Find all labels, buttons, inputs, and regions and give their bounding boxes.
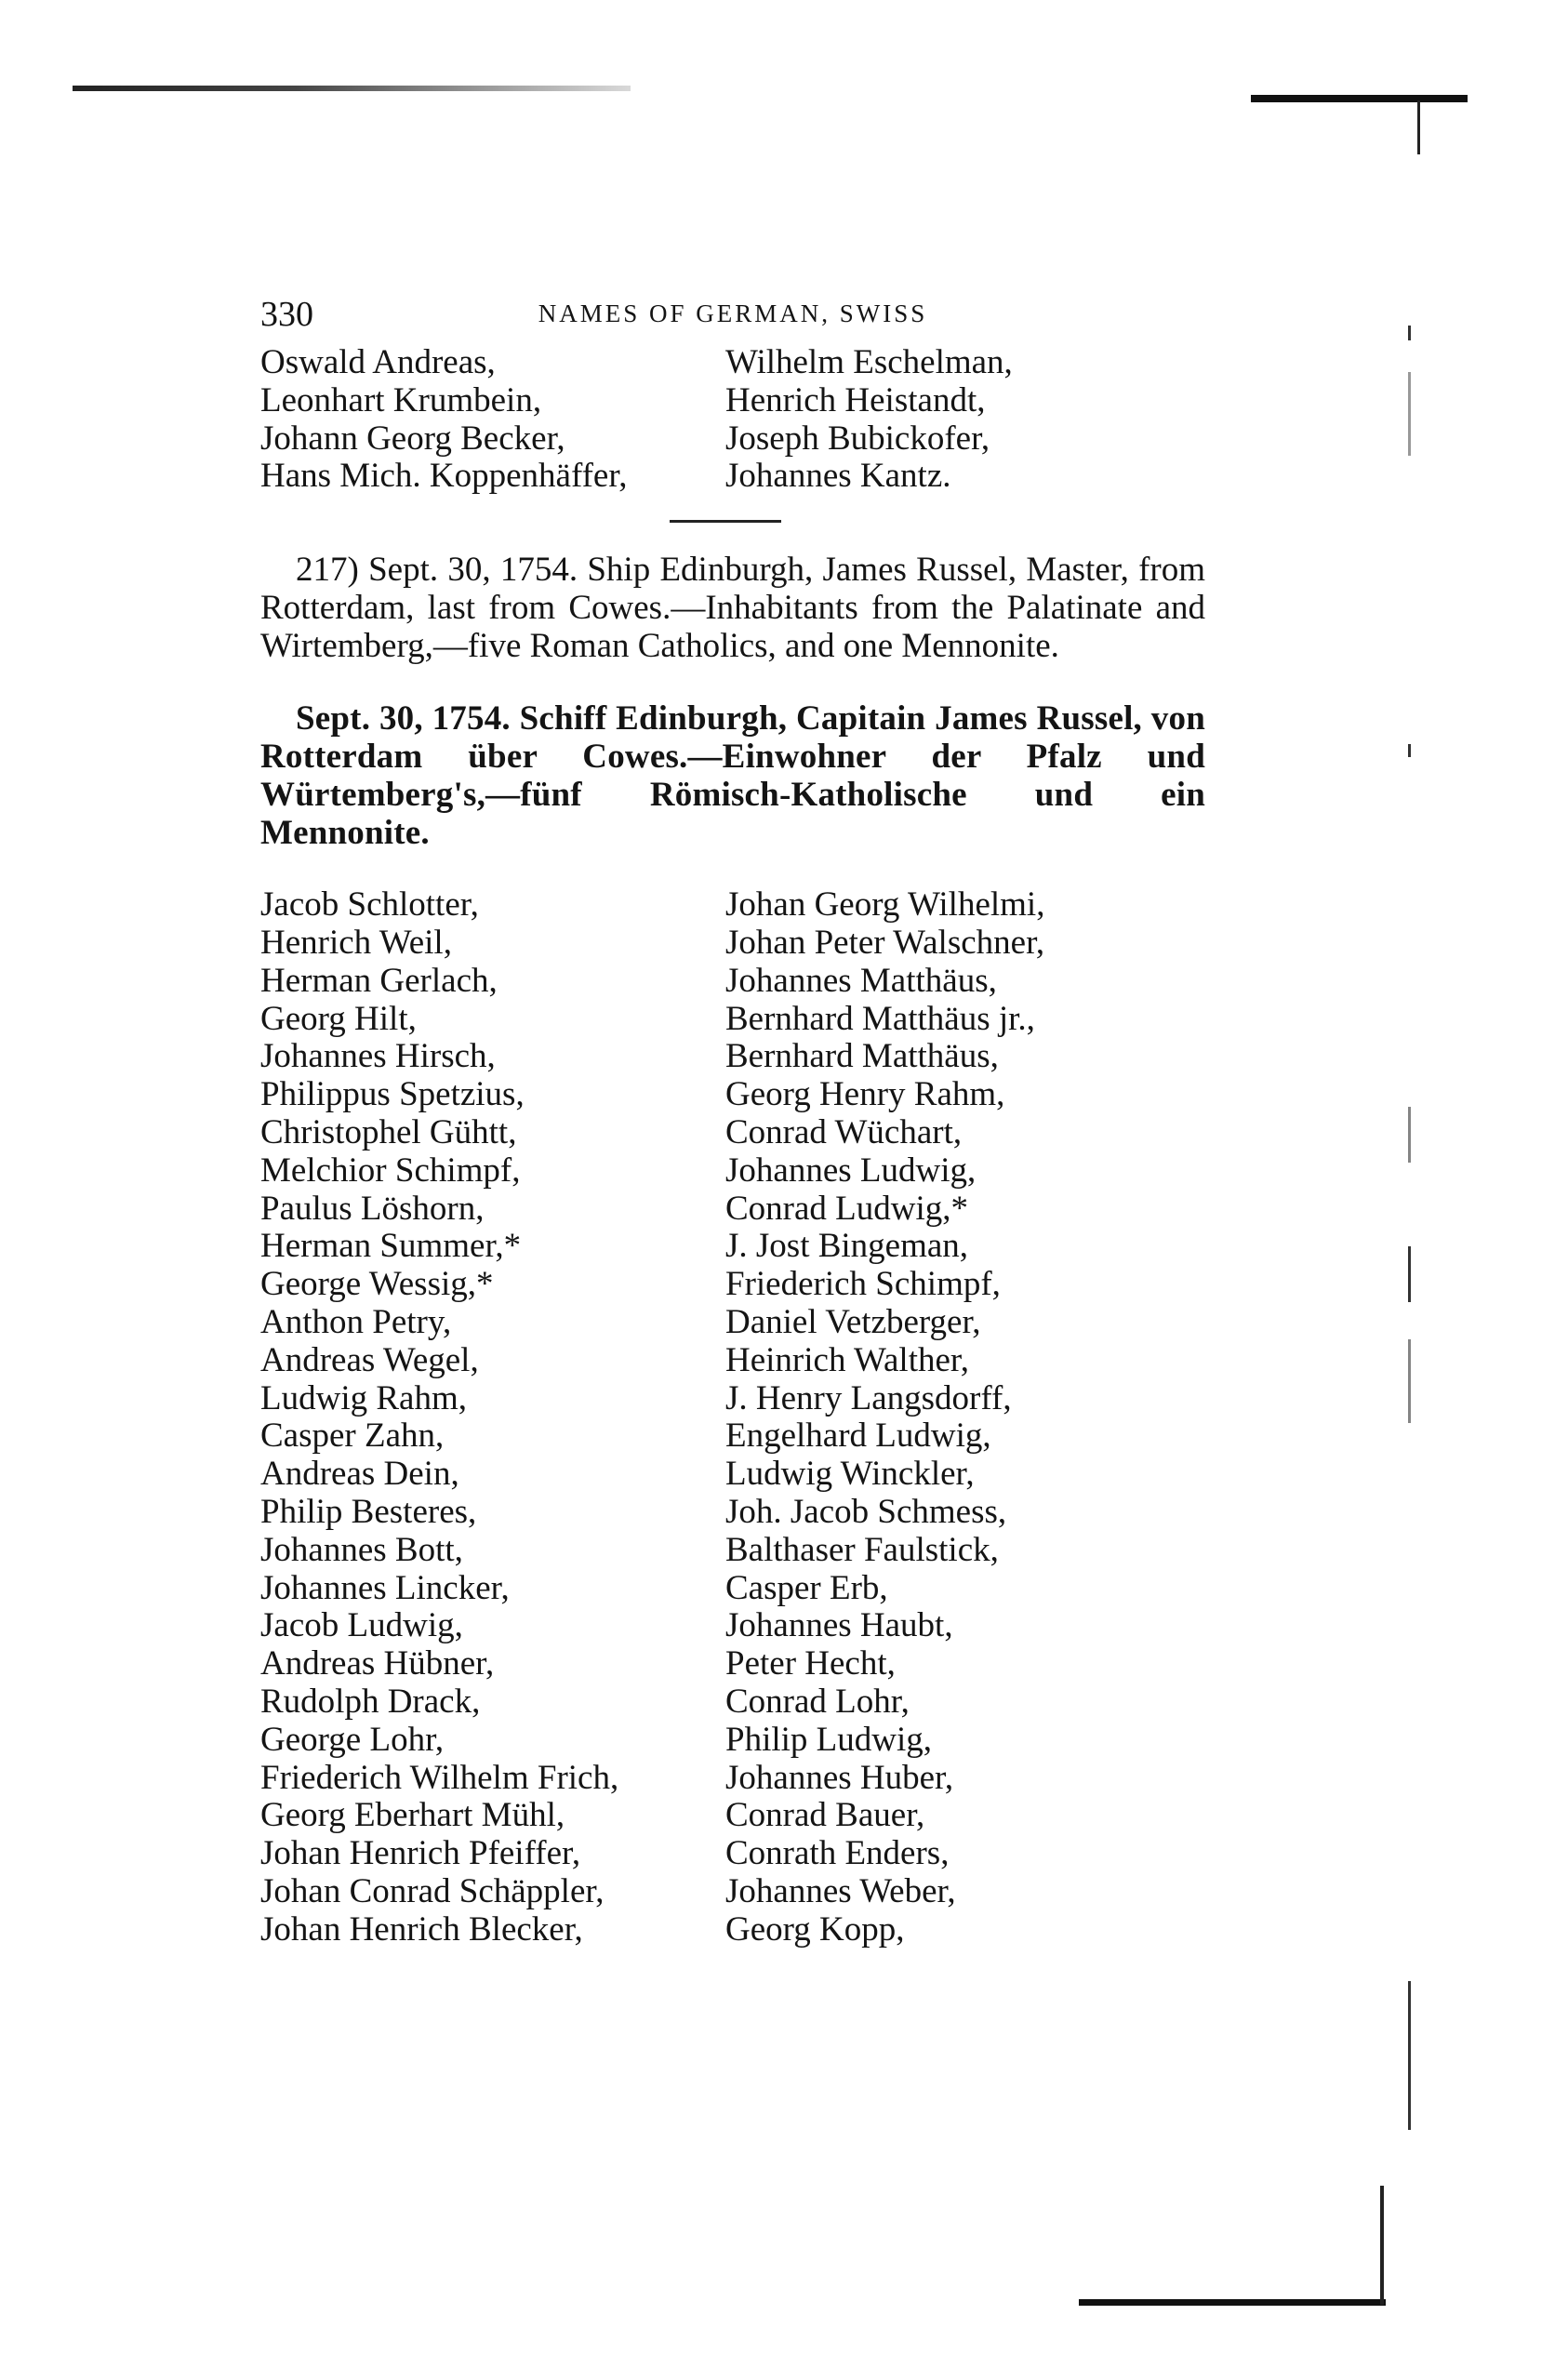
passenger-name: Georg Henry Rahm,	[725, 1075, 1005, 1114]
scan-edge-mark	[1251, 95, 1468, 102]
scan-edge-mark	[1408, 1981, 1411, 2130]
scan-edge-mark	[1417, 100, 1420, 154]
passenger-name: Heinrich Walther,	[725, 1340, 969, 1379]
passenger-name: Friederich Wilhelm Frich,	[260, 1758, 619, 1797]
passenger-name: J. Jost Bingeman,	[725, 1227, 969, 1266]
passenger-name: Philip Besteres,	[260, 1492, 477, 1531]
passenger-name: Wilhelm Eschelman,	[725, 343, 1013, 381]
scan-edge-mark	[1408, 744, 1411, 757]
section-divider	[670, 520, 781, 523]
passenger-name: Jacob Ludwig,	[260, 1606, 463, 1645]
passenger-name: Johannes Kantz.	[725, 457, 951, 496]
passenger-name: Paulus Löshorn,	[260, 1189, 485, 1228]
running-title: NAMES OF GERMAN, SWISS	[538, 299, 928, 327]
passenger-name: Oswald Andreas,	[260, 343, 496, 381]
passenger-name: Georg Kopp,	[725, 1909, 905, 1949]
book-page	[260, 279, 1205, 1949]
passenger-name: Balthaser Faulstick,	[725, 1530, 999, 1569]
passenger-name: Johann Georg Becker,	[260, 419, 565, 458]
passenger-name: Andreas Hübner,	[260, 1644, 495, 1683]
entry-description-english: 217) Sept. 30, 1754. Ship Edinburgh, James Russel, Master, from Rotterdam, last from Cowes.—Inhabitants from the Palatinate and Wirtemberg,—five Roman Catholics, and one Mennonite.	[260, 551, 1205, 666]
scan-edge-mark	[1079, 2299, 1386, 2306]
passenger-name: Herman Summer,*	[260, 1227, 522, 1266]
entry-description-german: Sept. 30, 1754. Schiff Edinburgh, Capitain James Russel, von Rotterdam über Cowes.—Einwohner der Pfalz und Würtemberg's,—fünf Römisch-Katholische und ein Mennonite.	[260, 699, 1205, 853]
passenger-name: Johannes Ludwig,	[725, 1151, 977, 1190]
page-header	[260, 279, 1205, 335]
passenger-name: Johannes Matthäus,	[725, 961, 997, 1000]
passenger-name: Bernhard Matthäus jr.,	[725, 999, 1035, 1038]
passenger-name: Henrich Heistandt,	[725, 380, 986, 419]
passenger-name: Conrad Lohr,	[725, 1682, 910, 1721]
passenger-name: Conrad Ludwig,*	[725, 1189, 969, 1228]
passenger-name: Bernhard Matthäus,	[725, 1037, 999, 1076]
scan-edge-mark	[1408, 1246, 1411, 1302]
scan-edge-mark	[1408, 326, 1411, 340]
passenger-name: Jacob Schlotter,	[260, 885, 479, 925]
scan-edge-mark	[1408, 1339, 1411, 1423]
passenger-name: Andreas Wegel,	[260, 1340, 479, 1379]
passenger-name: Anthon Petry,	[260, 1302, 452, 1341]
passenger-name: Casper Zahn,	[260, 1417, 445, 1456]
passenger-name: Herman Gerlach,	[260, 961, 498, 1000]
scan-edge-mark	[1380, 2186, 1384, 2305]
passenger-name: George Lohr,	[260, 1720, 445, 1759]
passenger-name: Joseph Bubickofer,	[725, 419, 990, 458]
passenger-name: Conrad Wüchart,	[725, 1112, 963, 1151]
passenger-name: Ludwig Rahm,	[260, 1378, 467, 1417]
passenger-name: Johan Henrich Blecker,	[260, 1909, 583, 1949]
passenger-name: J. Henry Langsdorff,	[725, 1378, 1012, 1417]
passenger-name: Johannes Bott,	[260, 1530, 463, 1569]
passenger-name: Daniel Vetzberger,	[725, 1302, 981, 1341]
page-number: 330	[260, 295, 313, 334]
passenger-name: Johannes Weber,	[725, 1871, 956, 1910]
scan-edge-mark	[1408, 1107, 1411, 1163]
passenger-name: Johan Georg Wilhelmi,	[725, 885, 1045, 925]
passenger-name: Leonhart Krumbein,	[260, 380, 542, 419]
passenger-name: Georg Eberhart Mühl,	[260, 1796, 565, 1835]
passenger-name: Johan Henrich Pfeiffer,	[260, 1834, 581, 1873]
passenger-name: George Wessig,*	[260, 1265, 494, 1304]
continued-name-list	[260, 344, 1205, 496]
passenger-name: Johannes Hirsch,	[260, 1037, 496, 1076]
passenger-name: Hans Mich. Koppenhäffer,	[260, 457, 628, 496]
passenger-name: Peter Hecht,	[725, 1644, 896, 1683]
passenger-name: Johannes Haubt,	[725, 1606, 953, 1645]
passenger-name: Henrich Weil,	[260, 923, 452, 962]
passenger-name: Casper Erb,	[725, 1568, 888, 1607]
passenger-name: Conrath Enders,	[725, 1834, 950, 1873]
passenger-name: Rudolph Drack,	[260, 1682, 481, 1721]
passenger-name: Johan Conrad Schäppler,	[260, 1871, 605, 1910]
passenger-name: Melchior Schimpf,	[260, 1151, 521, 1190]
passenger-name: Johan Peter Walschner,	[725, 923, 1045, 962]
passenger-name: Andreas Dein,	[260, 1455, 459, 1494]
scan-edge-mark	[1408, 372, 1411, 456]
passenger-name: Engelhard Ludwig,	[725, 1417, 991, 1456]
passenger-name: Johannes Lincker,	[260, 1568, 510, 1607]
passenger-name-list	[260, 886, 1205, 1949]
passenger-name: Conrad Bauer,	[725, 1796, 925, 1835]
passenger-name: Philippus Spetzius,	[260, 1075, 525, 1114]
passenger-name: Georg Hilt,	[260, 999, 417, 1038]
passenger-name: Joh. Jacob Schmess,	[725, 1492, 1007, 1531]
passenger-name: Ludwig Winckler,	[725, 1455, 975, 1494]
passenger-name: Friederich Schimpf,	[725, 1265, 1001, 1304]
passenger-name: Johannes Huber,	[725, 1758, 954, 1797]
passenger-name: Philip Ludwig,	[725, 1720, 933, 1759]
passenger-name: Christophel Gühtt,	[260, 1112, 517, 1151]
scan-edge-mark	[73, 86, 631, 91]
